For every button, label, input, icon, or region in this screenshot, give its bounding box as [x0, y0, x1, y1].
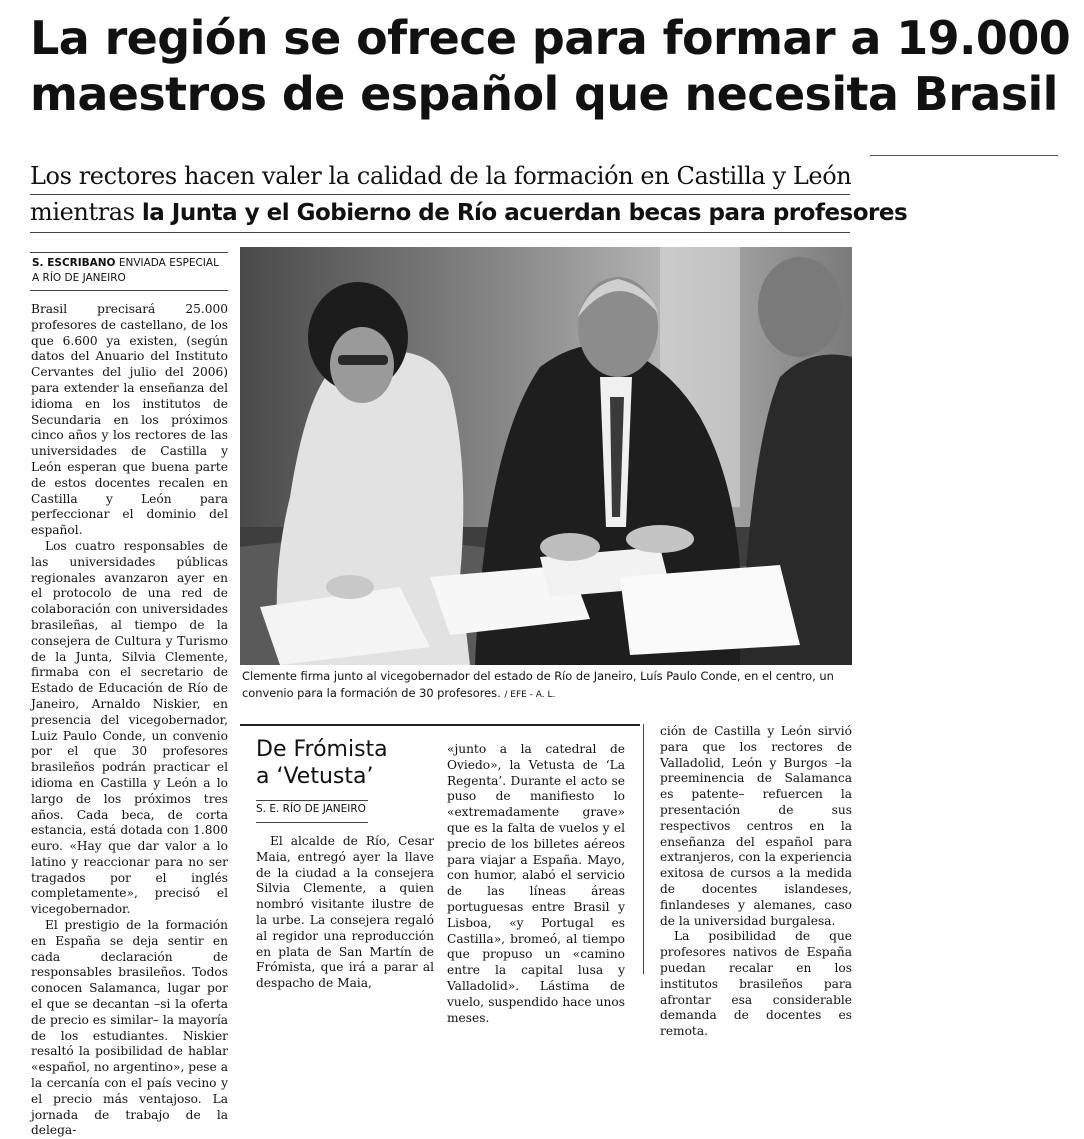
sidebar-right-rule — [643, 724, 644, 974]
article-paragraph: El prestigio de la formación en España se deja sentir en cada declaración de responsables brasileños. Todos conocen Salamanca, lugar por el que se decantan –si la oferta de precio es similar– la mayoría de los estudiantes. Niskier resaltó la posibilidad de hablar «español, no argentino», pese a la cercanía con el país vecino y el precio más ventajoso. La jornada de trabajo de la delega- — [31, 918, 228, 1138]
sidebar-column-1 — [256, 834, 434, 992]
photo-caption — [242, 668, 852, 704]
caption-text: Clemente firma junto al vicegobernador del estado de Río de Janeiro, Luís Paulo Conde, en el centro, un convenio para la formación de 30 profesores. — [242, 669, 834, 700]
article-paragraph: La posibilidad de que profesores nativos de España puedan recalar en los institutos brasileños para afrontar esa considerable demanda de docentes es remota. — [660, 929, 852, 1039]
article-paragraph: Brasil precisará 25.000 profesores de castellano, de los que 6.600 ya existen, (según datos del Anuario del Instituto Cervantes del julio del 2006) para extender la enseñanza del idioma en los institutos de Secundaria en los próximos cinco años y los rectores de las universidades de Castilla y León esperan que buena parte de estos docentes recalen en Castilla y León para perfeccionar el dominio del español. — [31, 302, 228, 538]
byline-bottom-rule — [30, 290, 228, 291]
subheadline-line-2 — [30, 196, 907, 229]
photo-credit: / EFE - A. L. — [504, 690, 556, 700]
subheadline-regular: mientras — [30, 198, 135, 226]
article-column-1 — [31, 302, 228, 1139]
subheadline-bold: la Junta y el Gobierno de Río acuerdan becas para profesores — [141, 200, 908, 226]
article-paragraph: Los cuatro responsables de las universidades públicas regionales avanzaron ayer en el protocolo de una red de colaboración con universidades brasileñas, al tiempo de la consejera de Cultura y Turismo de la Junta, Silvia Clemente, firmaba con el secretario de Estado de Educación de Río de Janeiro, Arnaldo Niskier, en presencia del vicegobernador, Luiz Paulo Conde, un convenio por el que 30 profesores brasileños podrán practicar el idioma en Castilla y León a lo largo de los próximos tres años. Cada beca, de corta estancia, está dotada con 1.800 euro. «Hay que dar valor a lo latino y reaccionar para no ser tragados por el inglés completamente», precisó el vicegobernador. — [31, 538, 228, 917]
sidebar-column-2 — [447, 742, 625, 1026]
subheadline-bottom-rule — [30, 232, 850, 233]
article-paragraph: ción de Castilla y León sirvió para que los rectores de Valladolid, León y Burgos –la preeminencia de Salamanca es patente– refuercen la presentación de sus respectivos centros en la enseñanza del español para extranjeros, con la experiencia exitosa de cursos a la medida de docentes islandeses, finlandeses y alemanes, caso de la universidad burgalesa. — [660, 724, 852, 928]
article-column-4 — [660, 724, 852, 1040]
sidebar-paragraph: «junto a la catedral de Oviedo», la Vetusta de ‘La Regenta’. Durante el acto se puso de manifiesto lo «extremadamente grave» que es la falta de vuelos y el precio de los billetes aéreos para viajar a España. Mayo, con humor, alabó el servicio de las líneas áreas portuguesas entre Brasil y Lisboa, «y Portugal es Castilla», bromeó, al tiempo que propuso un «camino entre la capital lusa y Valladolid». Lástima de vuelo, suspendido hace unos meses. — [447, 742, 625, 1025]
photo-image — [240, 247, 852, 665]
sidebar-paragraph: El alcalde de Río, Cesar Maia, entregó ayer la llave de la ciudad a la consejera Silvia Clemente, a quien nombró visitante ilustre de la urbe. La consejera regaló al regidor una reproducción en plata de San Martín de Frómista, que irá a parar al despacho de Maia, — [256, 834, 434, 991]
byline-role: ENVIADA ESPECIAL — [118, 257, 219, 269]
headline-line-1: La región se ofrece para formar a 19.000 — [30, 11, 1071, 65]
byline-author: S. ESCRIBANO — [32, 257, 116, 269]
news-photo — [240, 247, 852, 665]
sidebar-byline-top-rule — [256, 800, 368, 801]
byline-location: A RÍO DE JANEIRO — [32, 272, 126, 284]
byline-top-rule — [30, 252, 228, 253]
headline-line-2: maestros de español que necesita Brasil — [30, 67, 1058, 121]
byline — [32, 256, 219, 286]
subheadline-line-1: Los rectores hacen valer la calidad de la formación en Castilla y León — [30, 162, 852, 190]
sidebar-byline-bottom-rule — [256, 822, 368, 823]
headline — [30, 10, 1071, 122]
subheadline-rule — [30, 194, 850, 195]
sidebar-title — [256, 736, 388, 790]
sidebar-byline: S. E. RÍO DE JANEIRO — [256, 803, 366, 815]
sidebar-title-line-2: a ‘Vetusta’ — [256, 764, 374, 789]
top-right-rule — [870, 155, 1058, 156]
sidebar-title-line-1: De Frómista — [256, 737, 388, 762]
